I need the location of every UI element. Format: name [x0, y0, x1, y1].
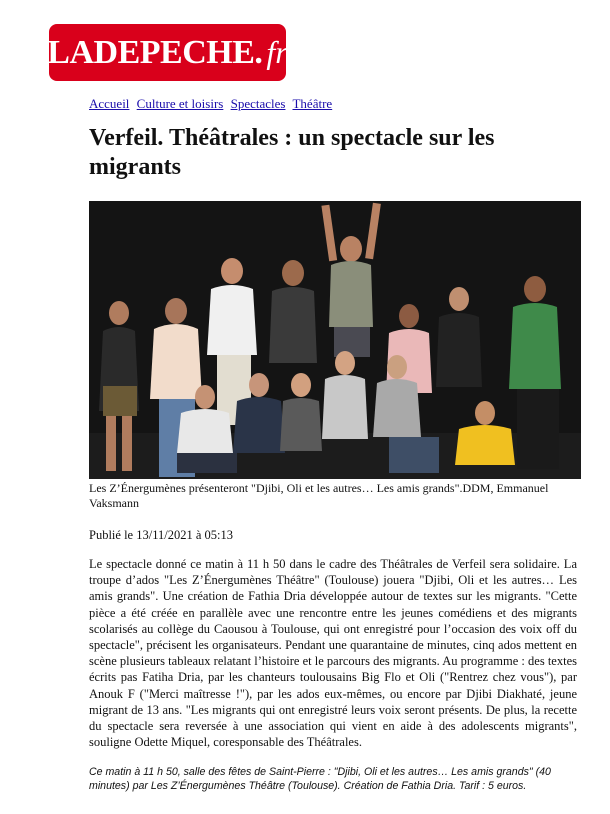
logo-wordmark: LADEPECHE: [47, 33, 255, 71]
breadcrumb-link-spectacles[interactable]: Spectacles: [230, 96, 286, 111]
site-logo[interactable]: [49, 24, 286, 81]
logo-dot: .: [254, 33, 263, 71]
event-info: Ce matin à 11 h 50, salle des fêtes de Saint-Pierre : "Djibi, Oli et les autres… Les amis grands" (40 minutes) par Les Z’Énergumènes Théâtre (Toulouse). Création de Fathia Dria. Tarif : 5 euros.: [89, 766, 551, 792]
published-date: Publié le 13/11/2021 à 05:13: [89, 528, 233, 542]
article-body: Le spectacle donné ce matin à 11 h 50 dans le cadre des Théâtrales de Verfeil sera solidaire. La troupe d’ados "Les Z’Énergumènes Théâtre" (Toulouse) jouera "Djibi, Oli et les autres… Les amis grands". Une création de Fathia Dria développée autour de textes sur les migrants. "Cette pièce a été créée en parallèle avec une rencontre entre les jeunes comédiens et des migrants scolarisés au collège du Caousou à Toulouse, qui ont enregistré pour l’occasion des voix off du spectacle", précisent les organisateurs. Pendant une quarantaine de minutes, cinq ados mettent en scène plusieurs tableaux relatant l’histoire et le parcours des migrants. Au programme : des textes écrits pas Fatiha Dria, par les chanteurs toulousains Big Flo et Oli ("Rentrez chez vous"), par Anouk F ("Merci maîtresse !"), par les ados eux-mêmes, ou encore par Djibi Diakhaté, jeune migrant de 13 ans. "Les migrants qui ont enregistré leurs voix seront présents. De plus, la recette du spectacle sera reversée à une association qui vient en aide à des adolescents migrants", souligne Odette Miquel, coresponsable des Théâtrales.: [89, 557, 577, 750]
logo-suffix: fr: [266, 34, 288, 70]
breadcrumb-link-home[interactable]: Accueil: [89, 96, 130, 111]
article-photo: [89, 201, 581, 479]
article-title: Verfeil. Théâtrales : un spectacle sur les migrants: [89, 125, 495, 180]
breadcrumb-link-culture[interactable]: Culture et loisirs: [136, 96, 224, 111]
photo-caption: Les Z’Énergumènes présenteront "Djibi, Oli et les autres… Les amis grands".DDM, Emmanuel Vaksmann: [89, 481, 549, 510]
breadcrumb: [89, 96, 336, 112]
breadcrumb-link-theatre[interactable]: Théâtre: [292, 96, 333, 111]
